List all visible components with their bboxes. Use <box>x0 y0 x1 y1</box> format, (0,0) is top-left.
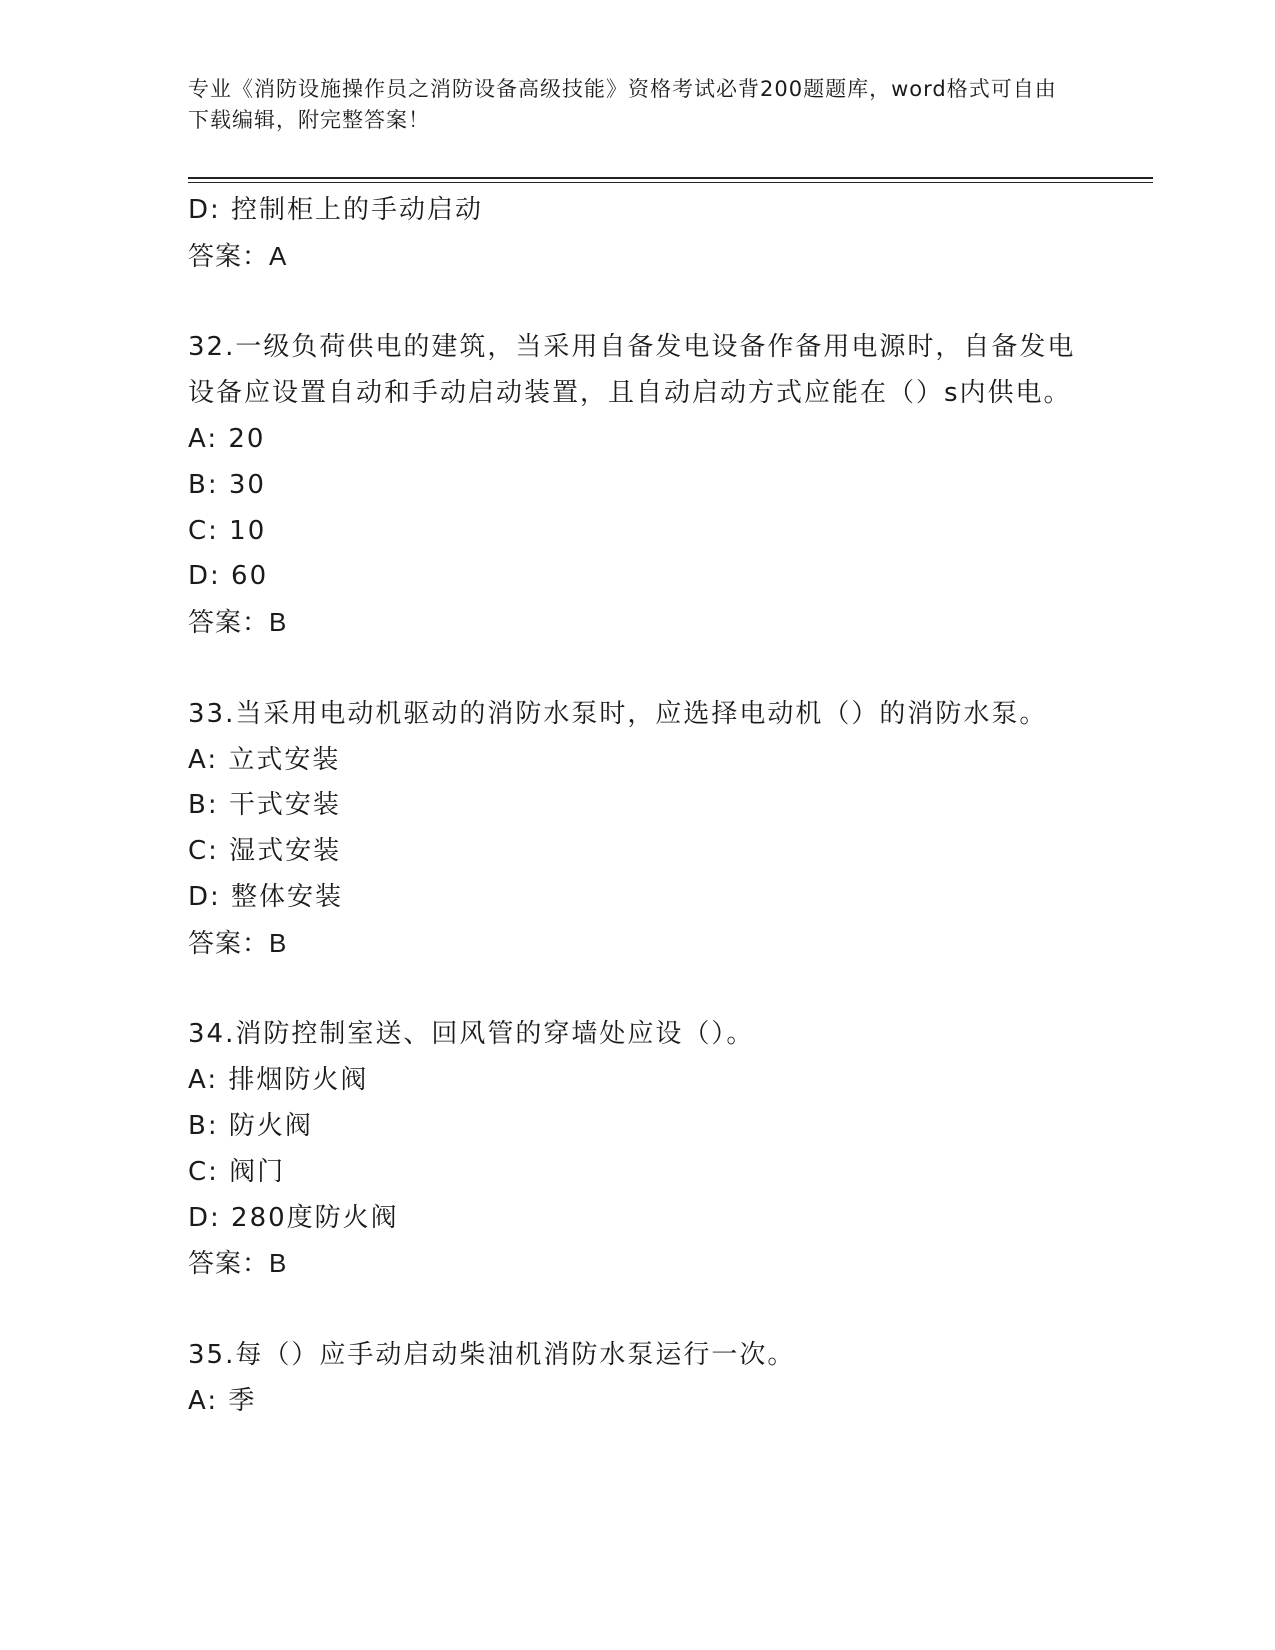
option-b: B: 干式安装 <box>188 790 341 821</box>
question-stem: 35.每（）应手动启动柴油机消防水泵运行一次。 <box>188 1339 796 1370</box>
spacer <box>188 280 1088 326</box>
question-content <box>188 188 1088 1425</box>
answer: 答案：A <box>188 240 288 271</box>
option-d: D: 280度防火阀 <box>188 1202 399 1233</box>
option-b: B: 30 <box>188 469 266 500</box>
question-stem: 34.消防控制室送、回风管的穿墙处应设（）。 <box>188 1019 755 1050</box>
question-34 <box>188 1012 1088 1287</box>
option-a: A: 立式安装 <box>188 744 341 775</box>
option-c: C: 10 <box>188 515 267 546</box>
option-d: D: 60 <box>188 561 269 592</box>
answer: 答案：B <box>188 607 288 638</box>
question-35 <box>188 1333 1088 1425</box>
option-a: A: 20 <box>188 423 266 454</box>
option-c: C: 阀门 <box>188 1156 286 1187</box>
document-header: 专业《消防设施操作员之消防设备高级技能》资格考试必背200题题库，word格式可自由下载编辑，附完整答案！ <box>188 77 1057 132</box>
question-stem: 32.一级负荷供电的建筑，当采用自备发电设备作备用电源时，自备发电设备应设置自动和手动启动装置，且自动启动方式应能在（）s内供电。 <box>188 332 1076 409</box>
option-b: B: 防火阀 <box>188 1110 313 1141</box>
option-a: A: 排烟防火阀 <box>188 1065 369 1096</box>
answer: 答案：B <box>188 927 288 958</box>
question-stem: 33.当采用电动机驱动的消防水泵时，应选择电动机（）的消防水泵。 <box>188 698 1048 729</box>
question-33 <box>188 692 1088 967</box>
option-c: C: 湿式安装 <box>188 836 342 867</box>
option-d: D: 整体安装 <box>188 881 344 912</box>
spacer <box>188 1287 1088 1333</box>
answer: 答案：B <box>188 1248 288 1279</box>
spacer <box>188 646 1088 692</box>
spacer <box>188 967 1088 1013</box>
header-rule-thick <box>188 177 1153 179</box>
header-rule-thin <box>188 182 1153 183</box>
option-a: A: 季 <box>188 1385 257 1416</box>
option-d: D: 控制柜上的手动启动 <box>188 195 484 225</box>
question-32 <box>188 325 1088 646</box>
